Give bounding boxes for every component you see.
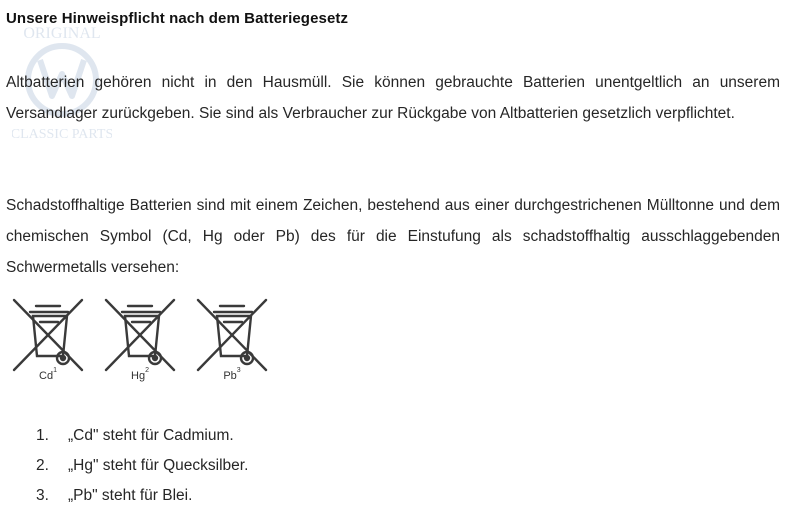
element-list [36, 421, 248, 511]
watermark-top-text: ORIGINAL [23, 25, 101, 42]
list-text: „Pb" steht für Blei. [68, 487, 193, 504]
watermark-bottom-text: CLASSIC PARTS [12, 127, 112, 142]
list-number: 1. [36, 427, 49, 444]
list-text: „Hg" steht für Quecksilber. [68, 457, 249, 474]
paragraph-hazard-symbols: Schadstoffhaltige Batterien sind mit einem Zeichen, bestehend aus einer durchgestrichenen Mülltonne und dem chemischen Symbol (Cd, Hg oder Pb) des für die Einstufung als schadstoffhaltig ausschlaggebenden Schwermetalls versehen: [6, 197, 780, 276]
crossed-bin-icon [192, 296, 272, 374]
symbol-hg [100, 296, 180, 390]
symbol-label-hg: Hg$^2$ [131, 367, 149, 382]
crossed-bin-icon [100, 296, 180, 374]
symbol-label-cd: Cd$^1$ [39, 367, 57, 382]
list-number: 2. [36, 457, 49, 474]
symbol-pb [192, 296, 272, 390]
list-item [36, 481, 248, 511]
page-title: Unsere Hinweispflicht nach dem Batteriegesetz [6, 10, 349, 27]
symbol-cd [8, 296, 88, 390]
list-number: 3. [36, 487, 49, 504]
list-item [36, 451, 248, 481]
battery-symbols [8, 296, 268, 390]
symbol-label-pb: Pb$^3$ [223, 367, 241, 382]
list-item [36, 421, 248, 451]
list-text: „Cd" steht für Cadmium. [68, 427, 234, 444]
crossed-bin-icon [8, 296, 88, 374]
paragraph-return-obligation: Altbatterien gehören nicht in den Hausmüll. Sie können gebrauchte Batterien unentgeltlich an unserem Versandlager zurückgeben. Sie sind als Verbraucher zur Rückgabe von Altbatterien gesetzlich verpflichtet. [6, 74, 780, 122]
